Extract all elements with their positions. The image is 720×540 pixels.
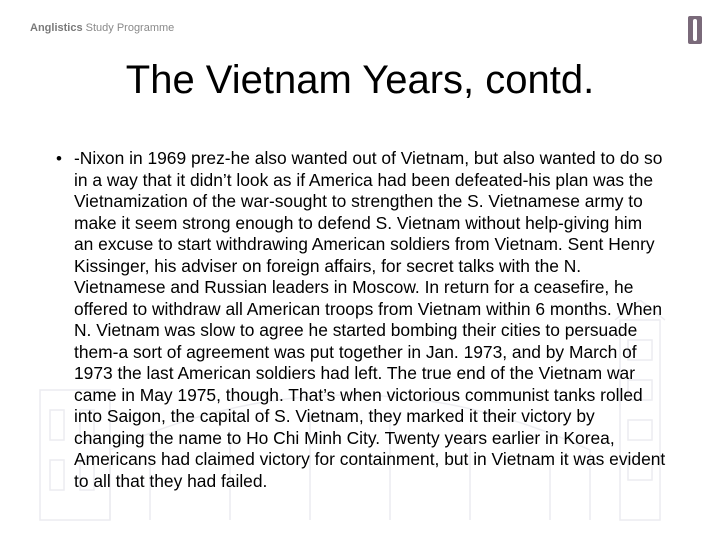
bullet-text: -Nixon in 1969 prez-he also wanted out of Vietnam, but also wanted to do so in a way that it didn’t look as if America had been defeated-his plan was the Vietnamization of the war-sought to strengthen the S. Vietnamese army to make it seem strong enough to defend S. Vietnam without help-giving him an excuse to start withdrawing American soldiers from Vietnam. Sent Henry Kissinger, his adviser on foreign affairs, for secret talks with the N. Vietnamese and Russian leaders in Moscow. In return for a ceasefire, he offered to withdraw all American troops from Vietnam within 6 months. When N. Vietnam was slow to agree he started bombing their cities to persuade them-a sort of agreement was put together in Jan. 1973, and by March of 1973 the last American soldiers had left. The true end of the Vietnam war came in May 1975, though. That’s when victorious communist tanks rolled into Saigon, the capital of S. Vietnam, they marked it their victory by changing the name to Ho Chi Minh City. Twenty years earlier in Korea, Americans had claimed victory for containment, but in Vietnam it was evident to all that they had failed.: [74, 148, 666, 491]
header-branding: [30, 22, 174, 34]
slide-title: The Vietnam Years, contd.: [125, 58, 595, 102]
bullet-dot-icon: •: [56, 149, 62, 168]
slide-content: [56, 148, 666, 492]
figure-logo-icon: [688, 16, 702, 44]
brand-name: Anglistics: [30, 22, 83, 34]
bullet-item: [56, 148, 666, 492]
brand-subtitle: Study Programme: [85, 22, 175, 34]
